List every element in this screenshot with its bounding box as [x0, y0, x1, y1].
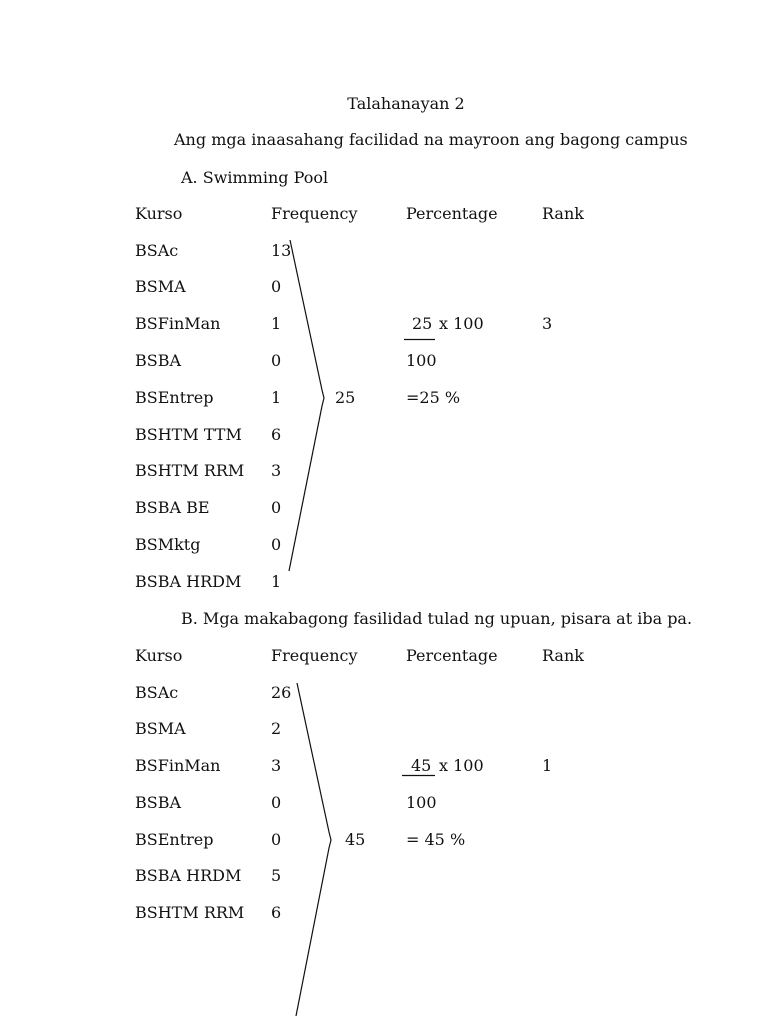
section-b-row-frequency: 6: [271, 903, 282, 922]
section-b-numerator: 45: [411, 756, 432, 775]
section-a-total: 25: [335, 388, 356, 407]
section-a-multiplier: x 100: [439, 314, 484, 333]
section-a-denominator: 100: [406, 351, 437, 370]
section-a-row-frequency: 1: [271, 572, 282, 591]
section-a-row-frequency: 1: [271, 388, 282, 407]
section-a-row-course: BSFinMan: [135, 314, 221, 333]
section-b-row-course: BSMA: [135, 719, 186, 738]
section-a-numerator: 25: [412, 314, 433, 333]
page-subtitle: Ang mga inaasahang facilidad na mayroon ang bagong campus: [174, 130, 688, 149]
section-a-row-course: BSHTM TTM: [135, 425, 242, 444]
section-b-header-course: Kurso: [135, 646, 183, 665]
section-b-row-course: BSAc: [135, 683, 179, 702]
section-a-row-course: BSMktg: [135, 535, 201, 554]
section-a-row-course: BSBA BE: [135, 498, 210, 517]
section-a-row-course: BSBA: [135, 351, 182, 370]
section-a-row-frequency: 13: [271, 241, 292, 260]
section-b-header-percentage: Percentage: [406, 646, 498, 665]
section-b-row-course: BSBA HRDM: [135, 866, 242, 885]
section-b-row-frequency: 3: [271, 756, 282, 775]
section-a-header-frequency: Frequency: [271, 204, 358, 223]
section-b-row-course: BSFinMan: [135, 756, 221, 775]
section-b-brace: [296, 683, 331, 1016]
section-b-header-rank: Rank: [542, 646, 584, 665]
section-b-row-frequency: 5: [271, 866, 282, 885]
section-a-row-frequency: 0: [271, 277, 282, 296]
section-a-row-frequency: 0: [271, 351, 282, 370]
section-b-denominator: 100: [406, 793, 437, 812]
section-b-heading: B. Mga makabagong fasilidad tulad ng upuan, pisara at iba pa.: [181, 609, 693, 628]
section-b-row-frequency: 2: [271, 719, 282, 738]
section-a-row-frequency: 3: [271, 461, 282, 480]
section-b-total: 45: [345, 830, 366, 849]
section-a-row-course: BSEntrep: [135, 388, 214, 407]
section-b-row-course: BSEntrep: [135, 830, 214, 849]
section-a-row-course: BSMA: [135, 277, 186, 296]
section-b-rank: 1: [542, 756, 553, 775]
section-b-row-frequency: 0: [271, 793, 282, 812]
section-a-header-course: Kurso: [135, 204, 183, 223]
section-b-row-frequency: 0: [271, 830, 282, 849]
section-b-row-frequency: 26: [271, 683, 292, 702]
section-a-row-course: BSAc: [135, 241, 179, 260]
page-title: Talahanayan 2: [347, 94, 465, 113]
section-a-header-rank: Rank: [542, 204, 584, 223]
section-a-row-frequency: 0: [271, 498, 282, 517]
section-a-heading: A. Swimming Pool: [181, 168, 329, 187]
section-a-row-course: BSBA HRDM: [135, 572, 242, 591]
section-b-row-course: BSBA: [135, 793, 182, 812]
section-a-row-course: BSHTM RRM: [135, 461, 245, 480]
section-b-row-course: BSHTM RRM: [135, 903, 245, 922]
section-a-row-frequency: 6: [271, 425, 282, 444]
section-b-header-frequency: Frequency: [271, 646, 358, 665]
section-a-rank: 3: [542, 314, 553, 333]
section-b-multiplier: x 100: [439, 756, 484, 775]
section-a-header-percentage: Percentage: [406, 204, 498, 223]
section-a-brace: [289, 240, 324, 571]
section-a-row-frequency: 0: [271, 535, 282, 554]
section-b-result: = 45 %: [406, 830, 466, 849]
section-a-row-frequency: 1: [271, 314, 282, 333]
section-a-result: =25 %: [406, 388, 461, 407]
